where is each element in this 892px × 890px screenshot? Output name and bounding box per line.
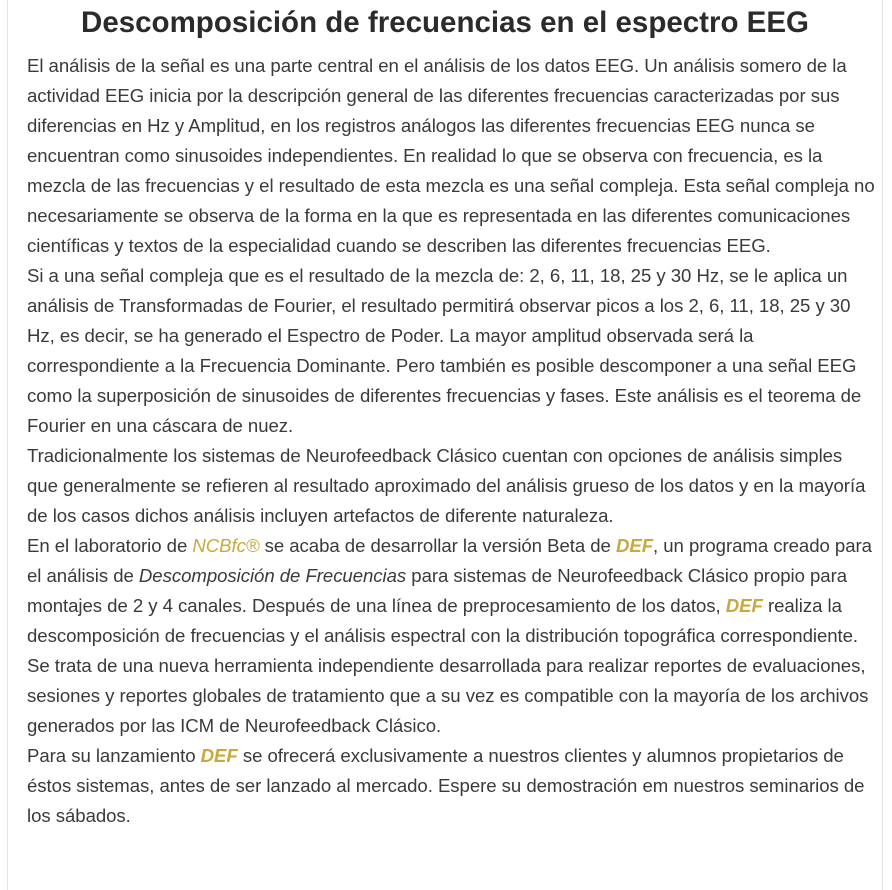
- def-product-name: DEF: [615, 535, 654, 556]
- text-segment: realiza la descomposición de frecuencias y el análisis espectral con la distribución topográfica correspondiente.: [27, 595, 859, 646]
- article-title: Descomposición de frecuencias en el espectro EEG: [81, 6, 809, 39]
- text-segment: Para su lanzamiento: [27, 745, 201, 766]
- article-body: [27, 51, 877, 831]
- text-segment: para sistemas de Neurofeedback Clásico propio para montajes de 2 y 4 canales. Después de una línea de preprocesamiento de los datos,: [27, 565, 848, 616]
- article-page: [7, 0, 883, 890]
- text-segment: se ofrecerá exclusivamente a nuestros clientes y alumnos propietarios de éstos sistemas, antes de ser lanzado al mercado. Espere su demostración em nuestros seminarios de los sábados.: [27, 745, 865, 826]
- text-segment: , un programa creado para el análisis de: [27, 535, 872, 586]
- paragraph-intro: El análisis de la señal es una parte central en el análisis de los datos EEG. Un análisis somero de la actividad EEG inicia por la descripción general de las diferentes frecuencias caracterizadas por sus diferencias en Hz y Amplitud, en los registros análogos las diferentes frecuencias EEG nunca se encuentran como sinusoides independientes. En realidad lo que se observa con frecuencia, es la mezcla de las frecuencias y el resultado de esta mezcla es una señal compleja. Esta señal compleja no necesariamente se observa de la forma en la que es representada en las diferentes comunicaciones científicas y textos de la especialidad cuando se describen las diferentes frecuencias EEG.: [27, 55, 875, 256]
- italic-term: Descomposición de Frecuencias: [138, 565, 407, 586]
- def-product-name: DEF: [200, 745, 238, 766]
- text-segment: En el laboratorio de: [27, 535, 193, 556]
- paragraph-fourier: Si a una señal compleja que es el resultado de la mezcla de: 2, 6, 11, 18, 25 y 30 Hz, se le aplica un análisis de Transformadas de Fourier, el resultado permitirá observar picos a los 2, 6, 11, 18, 25 y 30 Hz, es decir, se ha generado el Espectro de Poder. La mayor amplitud observada será la correspondiente a la Frecuencia Dominante. Pero también es posible descomponer a una señal EEG como la superposición de sinusoides de diferentes frecuencias y fases. Este análisis es el teorema de Fourier en una cáscara de nuez.: [27, 265, 862, 436]
- paragraph-launch: [27, 741, 877, 831]
- def-product-name: DEF: [725, 595, 763, 616]
- paragraph-traditional-systems: Tradicionalmente los sistemas de Neurofeedback Clásico cuentan con opciones de análisis simples que generalmente se refieren al resultado aproximado del análisis grueso de los datos y en la mayoría de los casos dichos análisis incluyen artefactos de diferente naturaleza.: [27, 445, 866, 526]
- text-segment: se acaba de desarrollar la versión Beta de: [259, 535, 616, 556]
- paragraph-new-tool: Se trata de una nueva herramienta independiente desarrollada para realizar reportes de evaluaciones, sesiones y reportes globales de tratamiento que a su vez es compatible con la mayoría de los archivos generados por las ICM de Neurofeedback Clásico.: [27, 655, 869, 736]
- ncbfc-brand-link[interactable]: NCBfc®: [192, 535, 260, 556]
- paragraph-def-announcement: [27, 531, 877, 651]
